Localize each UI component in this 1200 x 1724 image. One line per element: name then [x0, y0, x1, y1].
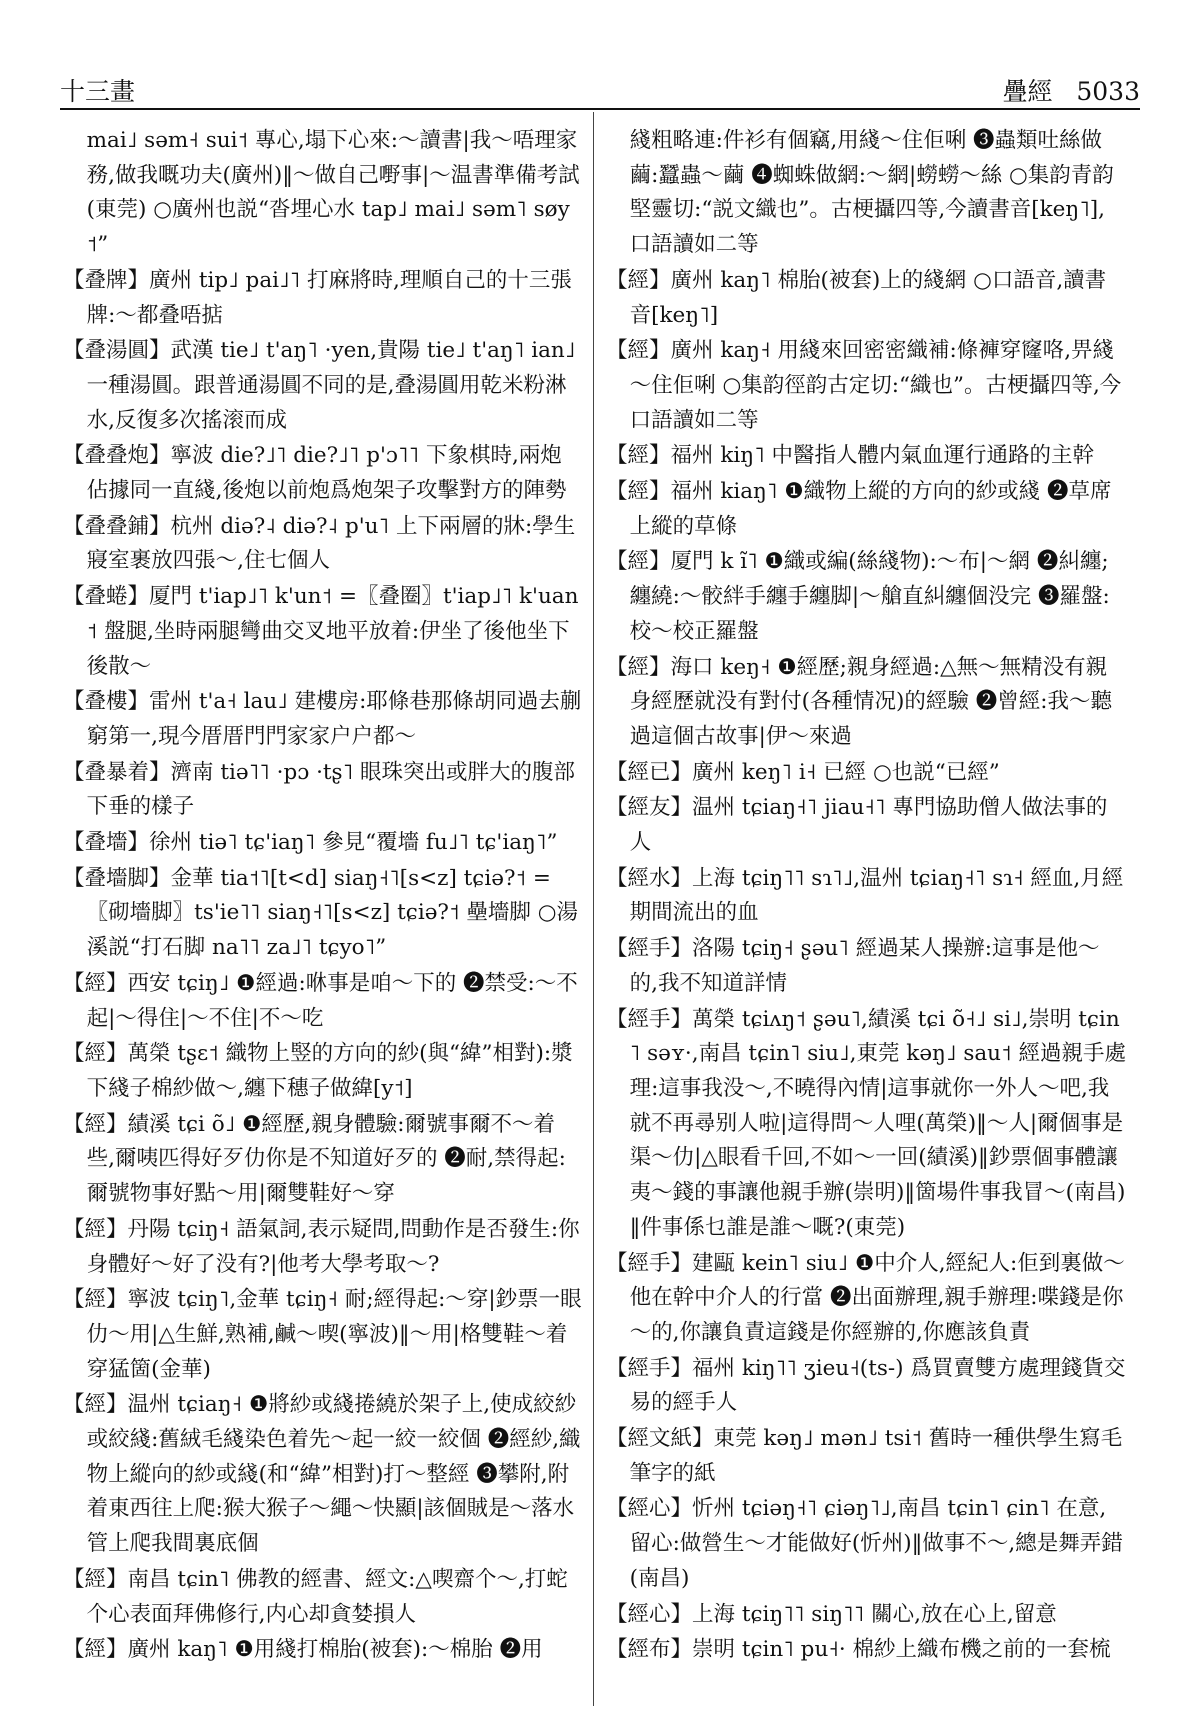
running-head-keyword: 疊經	[1002, 77, 1053, 106]
dictionary-entry: 【經】寧波 tɕiŋ˥,金華 tɕiŋ˧ 耐;經得起:～穿|鈔票一眼仂～用|△生鮮,熟補,鹹～喫(寧波)‖～用|格雙鞋～着穿猛箇(金華)	[63, 1287, 582, 1382]
left-column	[63, 124, 583, 1716]
dictionary-entry: 【經】海口 keŋ˧ ❶經歷;親身經過:△無～無精没有親身經歷就没有對付(各種情况)的經驗 ❷曾經:我～聽過這個古故事|伊～來過	[606, 654, 1112, 749]
page-header	[60, 68, 1140, 108]
header-rule	[60, 108, 1140, 110]
dictionary-entry: 【經已】廣州 keŋ˥ i˧ 已經 ○也説“已經”	[606, 759, 1000, 785]
dictionary-entry: 【經】福州 kiaŋ˥ ❶織物上縱的方向的紗或綫 ❷草席上縱的草條	[606, 479, 1112, 539]
dictionary-entry: 【叠蜷】厦門 t'iap˩˥ k'un˦ =〖叠圈〗t'iap˩˥ k'uan˦ 盤腿,坐時兩腿彎曲交叉地平放着:伊坐了後他坐下後散～	[63, 584, 579, 679]
dictionary-entry: 【經】廣州 kaŋ˥ 棉胎(被套)上的綫網 ○口語音,讀書音[keŋ˥]	[606, 267, 1107, 328]
dictionary-entry: 【經手】洛陽 tɕiŋ˧ ʂəu˥ 經過某人操辦:這事是他～的,我不知道詳情	[606, 936, 1100, 996]
dictionary-entry: 【叠暴着】濟南 tiə˥˥ ·pɔ ·tʂ˥ 眼珠突出或胖大的腹部下垂的樣子	[63, 759, 576, 820]
dictionary-entry: 【經心】忻州 tɕiəŋ˧˥ ɕiəŋ˥˩,南昌 tɕin˥ ɕin˥ 在意,留心:做營生～才能做好(忻州)‖做事不～,總是舞弄錯(南昌)	[606, 1496, 1123, 1591]
dictionary-entry: 【經】西安 tɕiŋ˩ ❶經過:咻事是咱～下的 ❷禁受:～不起|～得住|～不住|不～吃	[63, 970, 578, 1031]
page-number: 5033	[1076, 77, 1140, 106]
dictionary-entry: 【經手】福州 kiŋ˥˥ ʒieu˧(ts-) 爲買賣雙方處理錢貨交易的經手人	[606, 1355, 1126, 1416]
dictionary-entry: 【經】厦門 k ĩ˥ ❶織或編(絲綫物):～布|～網 ❷糾纏;纏繞:～骹絆手纏手纏脚|～艙直糾纏個没完 ❸羅盤:校～校正羅盤	[606, 549, 1110, 644]
dictionary-entry: 【經】福州 kiŋ˥ 中醫指人體内氣血運行通路的主幹	[606, 443, 1095, 469]
dictionary-entry: 【叠墻】徐州 tiə˥ tɕ'iaŋ˥ 參見“覆墻 fu˩˥ tɕ'iaŋ˥”	[63, 830, 558, 856]
right-column	[606, 124, 1126, 1716]
dictionary-entry: 綫粗略連:件衫有個竊,用綫～住佢唎 ❸蟲類吐絲做繭:蠶蟲～繭 ❹蜘蛛做網:～網|蟧蟧～絲 ○集韵青韵堅靈切:“説文織也”。古梗攝四等,今讀書音[keŋ˥],口語讀如二等	[629, 128, 1114, 258]
dictionary-entry: 【叠樓】雷州 t'a˧ lau˩ 建樓房:耶條巷那條胡同過去蒯窮第一,現今厝厝門門家家户户都～	[63, 689, 582, 749]
dictionary-entry: 【經友】温州 tɕiaŋ˧˥ jiau˧˥ 專門協助僧人做法事的人	[606, 795, 1108, 856]
dictionary-entry: 【經】廣州 kaŋ˥ ❶用綫打棉胎(被套):～棉胎 ❷用	[63, 1637, 543, 1663]
dictionary-entry: 【經】南昌 tɕin˥ 佛教的經書、經文:△喫齋个～,打蛇个心表面拜佛修行,内心却貪婪損人	[63, 1566, 568, 1627]
dictionary-entry: 【叠叠鋪】杭州 diə?˨ diə?˨ p'u˥ 上下兩層的牀:學生寢室裹放四張～,住七個人	[63, 513, 576, 574]
dictionary-entry: 【經布】崇明 tɕin˥ pu˧· 棉紗上織布機之前的一套梳	[606, 1637, 1111, 1663]
dictionary-entry: 【經手】萬榮 tɕiʌŋ˦ ʂəu˥,績溪 tɕi õ˧˩ si˩,崇明 tɕin˥ səʏ·,南昌 tɕin˥ siu˩,東莞 kəŋ˩ sau˦ 經過親手處理:這事我没～,不曉得內情|這事就你一外人～吧,我就不再尋别人啦|這得問～人哩(萬榮)‖～人|爾個事是渠～仂|△眼看千回,不如～一回(績溪)‖鈔票個事體讓夷～錢的事讓他親手辦(崇明)‖箇場件事我冒～(南昌)‖件事係乜誰是誰～嘅?(東莞)	[606, 1006, 1126, 1240]
dictionary-entry: 【叠叠炮】寧波 die?˩˥ die?˩˥ p'ɔ˥˥ 下象棋時,兩炮佔據同一直綫,後炮以前炮爲炮架子攻擊對方的陣勢	[63, 443, 567, 504]
dictionary-entry: 【經】温州 tɕiaŋ˧ ❶將紗或綫捲繞於架子上,使成絞紗或絞綫:舊絨毛綫染色着先～起一絞一絞個 ❷經紗,織物上縱向的紗或綫(和“緯”相對)打～整經 ❸攀附,附着東西往上爬:猴大猴子～繩～快顯|該個賊是～落水管上爬我間裏底個	[63, 1392, 581, 1557]
dictionary-entry: 【叠湯圓】武漢 tie˩ t'aŋ˥ ·yen,貴陽 tie˩ t'aŋ˥ ian˩ 一種湯圓。跟普通湯圓不同的是,叠湯圓用乾米粉淋水,反復多次搖滚而成	[63, 338, 576, 433]
dictionary-entry: 【經】丹陽 tɕiŋ˧ 語氣詞,表示疑問,問動作是否發生:你身體好～好了没有?|他考大學考取～?	[63, 1216, 580, 1277]
dictionary-entry: 【經】廣州 kaŋ˧ 用綫來回密密織補:條褲穿窿咯,畀綫～住佢唎 ○集韵徑韵古定切:“織也”。古梗攝四等,今口語讀如二等	[606, 338, 1122, 433]
column-divider	[593, 112, 594, 1706]
dictionary-entry: 【經文紙】東莞 kəŋ˩ mən˩ tsi˦ 舊時一種供學生寫毛筆字的紙	[606, 1426, 1123, 1486]
dictionary-entry: 【經手】建甌 kein˥ siu˩ ❶中介人,經紀人:佢到裏做～他在幹中介人的行當 ❷出面辦理,親手辦理:喋錢是你～的,你讓負責這錢是你經辦的,你應該負責	[606, 1250, 1125, 1345]
dictionary-entry: mai˩ səm˧ sui˦ 專心,塌下心來:～讀書|我～唔理家務,做我嘅功夫(廣州)‖～做自己嘢事|～温書準備考試(東莞) ○廣州也説“沓埋心水 tap˩ mai˩ səm˥ søy˦”	[86, 128, 580, 258]
dictionary-entry: 【叠牌】廣州 tip˩ pai˩˥ 打麻將時,理順自己的十三張牌:～都叠唔掂	[63, 267, 572, 328]
section-title: 十三畫	[60, 77, 136, 106]
dictionary-entry: 【經心】上海 tɕiŋ˥˥ siŋ˥˥ 關心,放在心上,留意	[606, 1601, 1057, 1627]
dictionary-entry: 【經】績溪 tɕi õ˩ ❶經歷,親身體驗:爾號事爾不～着些,爾咦匹得好歹仂你是不知道好歹的 ❷耐,禁得起:爾號物事好點～用|爾雙鞋好～穿	[63, 1111, 566, 1207]
running-head	[1003, 72, 1140, 108]
dictionary-entry: 【經水】上海 tɕiŋ˥˥ sɿ˥˩,温州 tɕiaŋ˧˥ sɿ˧ 經血,月經期間流出的血	[606, 865, 1124, 926]
dictionary-entry: 【叠墻脚】金華 tia˦˥[t<d] siaŋ˧˥[s<z] tɕiə?˦ = 〖砌墻脚〗ts'ie˥˥ siaŋ˧˥[s<z] tɕiə?˦ 壘墻脚 ○湯溪説“打石脚 na˥˥ za˩˥ tɕyo˥”	[63, 865, 578, 961]
dictionary-entry: 【經】萬榮 tʂɛ˦ 織物上竪的方向的紗(與“緯”相對):漿下綫子棉紗做～,纏下穗子做緯[y˦]	[63, 1041, 573, 1101]
